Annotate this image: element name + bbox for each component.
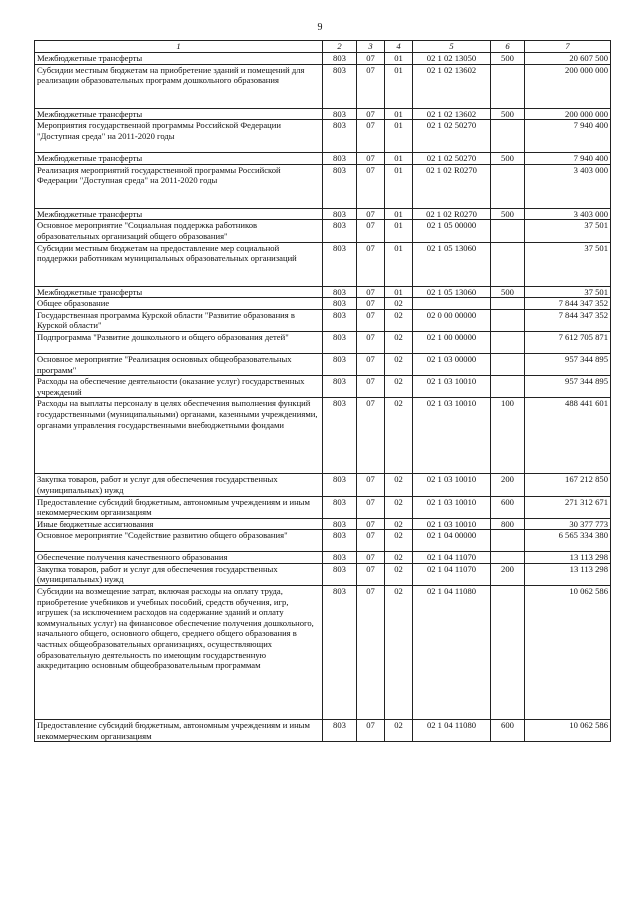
row-vr-code: 500 (491, 53, 525, 65)
row-pr-code: 02 (385, 563, 413, 585)
row-pr-code: 02 (385, 353, 413, 375)
row-gr-code: 803 (323, 398, 357, 474)
row-pr-code: 02 (385, 518, 413, 530)
row-pr-code: 01 (385, 286, 413, 298)
row-name: Субсидии местным бюджетам на приобретение зданий и помещений для реализации образовательных программ дошкольного образования (35, 64, 323, 108)
row-cs-code: 02 1 02 13050 (413, 53, 491, 65)
row-vr-code (491, 164, 525, 208)
row-name: Субсидии на возмещение затрат, включая расходы на оплату труда, приобретение учебников и учебных пособий, средств обучения, игр, игрушек (за исключением расходов на содержание зданий и оплату коммунальных услуг) на финансовое обеспечение получения дошкольного, начального общего, основного общего, среднего общего образования в частных общеобразовательных организациях, осуществляющих образовательную деятельность по имеющим государственную аккредитацию основным общеобразовательным программам (35, 586, 323, 720)
table-row (35, 208, 611, 220)
row-name: Подпрограмма "Развитие дошкольного и общего образования детей" (35, 331, 323, 353)
row-pr-code: 02 (385, 309, 413, 331)
row-name: Предоставление субсидий бюджетным, автономным учреждениям и иным некоммерческим организациям (35, 496, 323, 518)
column-number: 5 (413, 41, 491, 53)
row-sum: 37 501 (525, 220, 611, 242)
row-cs-code: 02 1 03 10010 (413, 376, 491, 398)
row-pr-code: 01 (385, 153, 413, 165)
row-pr-code: 02 (385, 496, 413, 518)
row-cs-code: 02 1 04 11070 (413, 552, 491, 564)
row-cs-code: 02 1 03 10010 (413, 474, 491, 496)
row-gr-code: 803 (323, 286, 357, 298)
row-cs-code: 02 1 04 11070 (413, 563, 491, 585)
row-pr-code: 01 (385, 108, 413, 120)
column-number: 7 (525, 41, 611, 53)
row-sum: 30 377 773 (525, 518, 611, 530)
row-vr-code (491, 586, 525, 720)
row-name: Основное мероприятие "Социальная поддержка работников образовательных организаций общего образования" (35, 220, 323, 242)
row-rz-code: 07 (357, 530, 385, 552)
row-gr-code: 803 (323, 108, 357, 120)
budget-table (34, 40, 611, 742)
row-cs-code: 02 1 03 00000 (413, 353, 491, 375)
row-pr-code: 01 (385, 164, 413, 208)
row-vr-code: 500 (491, 153, 525, 165)
row-vr-code (491, 242, 525, 286)
row-cs-code: 02 1 05 00000 (413, 220, 491, 242)
row-gr-code: 803 (323, 376, 357, 398)
row-name: Реализация мероприятий государственной программы Российской Федерации "Доступная среда" на 2011-2020 годы (35, 164, 323, 208)
row-cs-code: 02 1 03 10010 (413, 518, 491, 530)
row-rz-code: 07 (357, 220, 385, 242)
row-name: Расходы на выплаты персоналу в целях обеспечения выполнения функций государственными (муниципальными) органами, казенными учреждениями, органами управления государственными внебюджетными фондами (35, 398, 323, 474)
column-number: 3 (357, 41, 385, 53)
row-rz-code: 07 (357, 563, 385, 585)
row-sum: 7 844 347 352 (525, 298, 611, 310)
row-rz-code: 07 (357, 309, 385, 331)
row-sum: 10 062 586 (525, 720, 611, 742)
column-number-row (35, 41, 611, 53)
row-rz-code: 07 (357, 298, 385, 310)
row-cs-code: 02 1 03 10010 (413, 398, 491, 474)
row-gr-code: 803 (323, 164, 357, 208)
row-vr-code: 600 (491, 720, 525, 742)
row-name: Межбюджетные трансферты (35, 286, 323, 298)
table-row (35, 586, 611, 720)
row-vr-code (491, 64, 525, 108)
row-gr-code: 803 (323, 530, 357, 552)
row-rz-code: 07 (357, 242, 385, 286)
column-number: 4 (385, 41, 413, 53)
table-row (35, 153, 611, 165)
table-row (35, 720, 611, 742)
row-pr-code: 02 (385, 398, 413, 474)
row-sum: 957 344 895 (525, 353, 611, 375)
row-cs-code: 02 0 00 00000 (413, 309, 491, 331)
row-cs-code: 02 1 04 11080 (413, 586, 491, 720)
row-sum: 200 000 000 (525, 108, 611, 120)
row-gr-code: 803 (323, 496, 357, 518)
row-pr-code: 01 (385, 64, 413, 108)
table-row (35, 108, 611, 120)
row-vr-code (491, 298, 525, 310)
table-row (35, 530, 611, 552)
row-cs-code: 02 1 02 R0270 (413, 208, 491, 220)
row-rz-code: 07 (357, 720, 385, 742)
table-row (35, 298, 611, 310)
table-row (35, 309, 611, 331)
row-rz-code: 07 (357, 331, 385, 353)
row-cs-code: 02 1 02 13602 (413, 108, 491, 120)
row-pr-code: 02 (385, 474, 413, 496)
row-rz-code: 07 (357, 286, 385, 298)
row-name: Обеспечение получения качественного образования (35, 552, 323, 564)
row-pr-code: 01 (385, 208, 413, 220)
table-row (35, 376, 611, 398)
row-sum: 20 607 500 (525, 53, 611, 65)
row-sum: 3 403 000 (525, 164, 611, 208)
table-row (35, 120, 611, 153)
row-cs-code: 02 1 05 13060 (413, 286, 491, 298)
row-rz-code: 07 (357, 586, 385, 720)
row-gr-code: 803 (323, 331, 357, 353)
row-gr-code: 803 (323, 120, 357, 153)
row-name: Мероприятия государственной программы Российской Федерации "Доступная среда" на 2011-2020 годы (35, 120, 323, 153)
row-sum: 3 403 000 (525, 208, 611, 220)
row-gr-code: 803 (323, 518, 357, 530)
row-vr-code: 100 (491, 398, 525, 474)
row-vr-code: 500 (491, 208, 525, 220)
row-vr-code: 200 (491, 563, 525, 585)
row-vr-code (491, 331, 525, 353)
row-name: Государственная программа Курской области "Развитие образования в Курской области" (35, 309, 323, 331)
row-pr-code: 01 (385, 120, 413, 153)
row-pr-code: 02 (385, 331, 413, 353)
row-sum: 10 062 586 (525, 586, 611, 720)
row-vr-code (491, 552, 525, 564)
row-rz-code: 07 (357, 108, 385, 120)
row-sum: 957 344 895 (525, 376, 611, 398)
row-vr-code: 600 (491, 496, 525, 518)
row-gr-code: 803 (323, 309, 357, 331)
row-rz-code: 07 (357, 153, 385, 165)
row-sum: 37 501 (525, 242, 611, 286)
column-number: 2 (323, 41, 357, 53)
row-cs-code: 02 1 05 13060 (413, 242, 491, 286)
table-row (35, 398, 611, 474)
table-row (35, 220, 611, 242)
table-row (35, 552, 611, 564)
row-cs-code: 02 1 04 00000 (413, 530, 491, 552)
row-pr-code: 02 (385, 552, 413, 564)
row-sum: 7 940 400 (525, 153, 611, 165)
row-cs-code: 02 1 03 10010 (413, 496, 491, 518)
row-gr-code: 803 (323, 586, 357, 720)
row-gr-code: 803 (323, 220, 357, 242)
row-gr-code: 803 (323, 64, 357, 108)
row-vr-code (491, 309, 525, 331)
row-vr-code (491, 120, 525, 153)
row-name: Межбюджетные трансферты (35, 208, 323, 220)
row-sum: 200 000 000 (525, 64, 611, 108)
row-vr-code: 200 (491, 474, 525, 496)
row-pr-code: 01 (385, 220, 413, 242)
row-gr-code: 803 (323, 563, 357, 585)
row-rz-code: 07 (357, 120, 385, 153)
row-pr-code: 02 (385, 720, 413, 742)
row-gr-code: 803 (323, 298, 357, 310)
table-row (35, 64, 611, 108)
row-rz-code: 07 (357, 496, 385, 518)
row-rz-code: 07 (357, 208, 385, 220)
row-rz-code: 07 (357, 474, 385, 496)
row-rz-code: 07 (357, 376, 385, 398)
table-row (35, 496, 611, 518)
row-gr-code: 803 (323, 208, 357, 220)
row-name: Расходы на обеспечение деятельности (оказание услуг) государственных учреждений (35, 376, 323, 398)
row-rz-code: 07 (357, 164, 385, 208)
table-row (35, 286, 611, 298)
row-name: Основное мероприятие "Реализация основных общеобразовательных программ" (35, 353, 323, 375)
row-vr-code (491, 220, 525, 242)
row-name: Иные бюджетные ассигнования (35, 518, 323, 530)
page-number: 9 (317, 22, 323, 33)
row-sum: 13 113 298 (525, 563, 611, 585)
row-name: Закупка товаров, работ и услуг для обеспечения государственных (муниципальных) нужд (35, 563, 323, 585)
row-pr-code: 02 (385, 586, 413, 720)
column-number: 1 (35, 41, 323, 53)
row-cs-code (413, 298, 491, 310)
row-gr-code: 803 (323, 474, 357, 496)
row-name: Субсидии местным бюджетам на предоставление мер социальной поддержки работникам муниципальных образовательных организаций (35, 242, 323, 286)
row-cs-code: 02 1 02 50270 (413, 120, 491, 153)
row-gr-code: 803 (323, 153, 357, 165)
row-gr-code: 803 (323, 242, 357, 286)
row-name: Межбюджетные трансферты (35, 53, 323, 65)
table-row (35, 353, 611, 375)
row-sum: 13 113 298 (525, 552, 611, 564)
row-pr-code: 02 (385, 530, 413, 552)
row-pr-code: 01 (385, 53, 413, 65)
column-number: 6 (491, 41, 525, 53)
row-cs-code: 02 1 02 R0270 (413, 164, 491, 208)
row-cs-code: 02 1 02 13602 (413, 64, 491, 108)
row-name: Закупка товаров, работ и услуг для обеспечения государственных (муниципальных) нужд (35, 474, 323, 496)
table-row (35, 518, 611, 530)
row-sum: 7 940 400 (525, 120, 611, 153)
row-rz-code: 07 (357, 53, 385, 65)
row-sum: 37 501 (525, 286, 611, 298)
row-rz-code: 07 (357, 353, 385, 375)
row-sum: 271 312 671 (525, 496, 611, 518)
row-cs-code: 02 1 04 11080 (413, 720, 491, 742)
row-name: Основное мероприятие "Содействие развитию общего образования" (35, 530, 323, 552)
table-row (35, 331, 611, 353)
row-sum: 488 441 601 (525, 398, 611, 474)
row-name: Предоставление субсидий бюджетным, автономным учреждениям и иным некоммерческим организациям (35, 720, 323, 742)
row-pr-code: 02 (385, 376, 413, 398)
row-name: Общее образование (35, 298, 323, 310)
table-row (35, 474, 611, 496)
row-rz-code: 07 (357, 552, 385, 564)
table-row (35, 53, 611, 65)
row-vr-code (491, 530, 525, 552)
row-vr-code (491, 353, 525, 375)
row-cs-code: 02 1 02 50270 (413, 153, 491, 165)
row-rz-code: 07 (357, 518, 385, 530)
table-row (35, 563, 611, 585)
table-row (35, 164, 611, 208)
row-gr-code: 803 (323, 720, 357, 742)
row-sum: 7 844 347 352 (525, 309, 611, 331)
table-row (35, 242, 611, 286)
row-cs-code: 02 1 00 00000 (413, 331, 491, 353)
row-gr-code: 803 (323, 53, 357, 65)
row-gr-code: 803 (323, 552, 357, 564)
row-vr-code: 500 (491, 108, 525, 120)
row-sum: 6 565 334 380 (525, 530, 611, 552)
row-name: Межбюджетные трансферты (35, 153, 323, 165)
row-vr-code: 500 (491, 286, 525, 298)
row-pr-code: 02 (385, 298, 413, 310)
row-pr-code: 01 (385, 242, 413, 286)
row-vr-code (491, 376, 525, 398)
row-gr-code: 803 (323, 353, 357, 375)
row-rz-code: 07 (357, 398, 385, 474)
row-vr-code: 800 (491, 518, 525, 530)
row-name: Межбюджетные трансферты (35, 108, 323, 120)
row-sum: 167 212 850 (525, 474, 611, 496)
row-rz-code: 07 (357, 64, 385, 108)
row-sum: 7 612 705 871 (525, 331, 611, 353)
